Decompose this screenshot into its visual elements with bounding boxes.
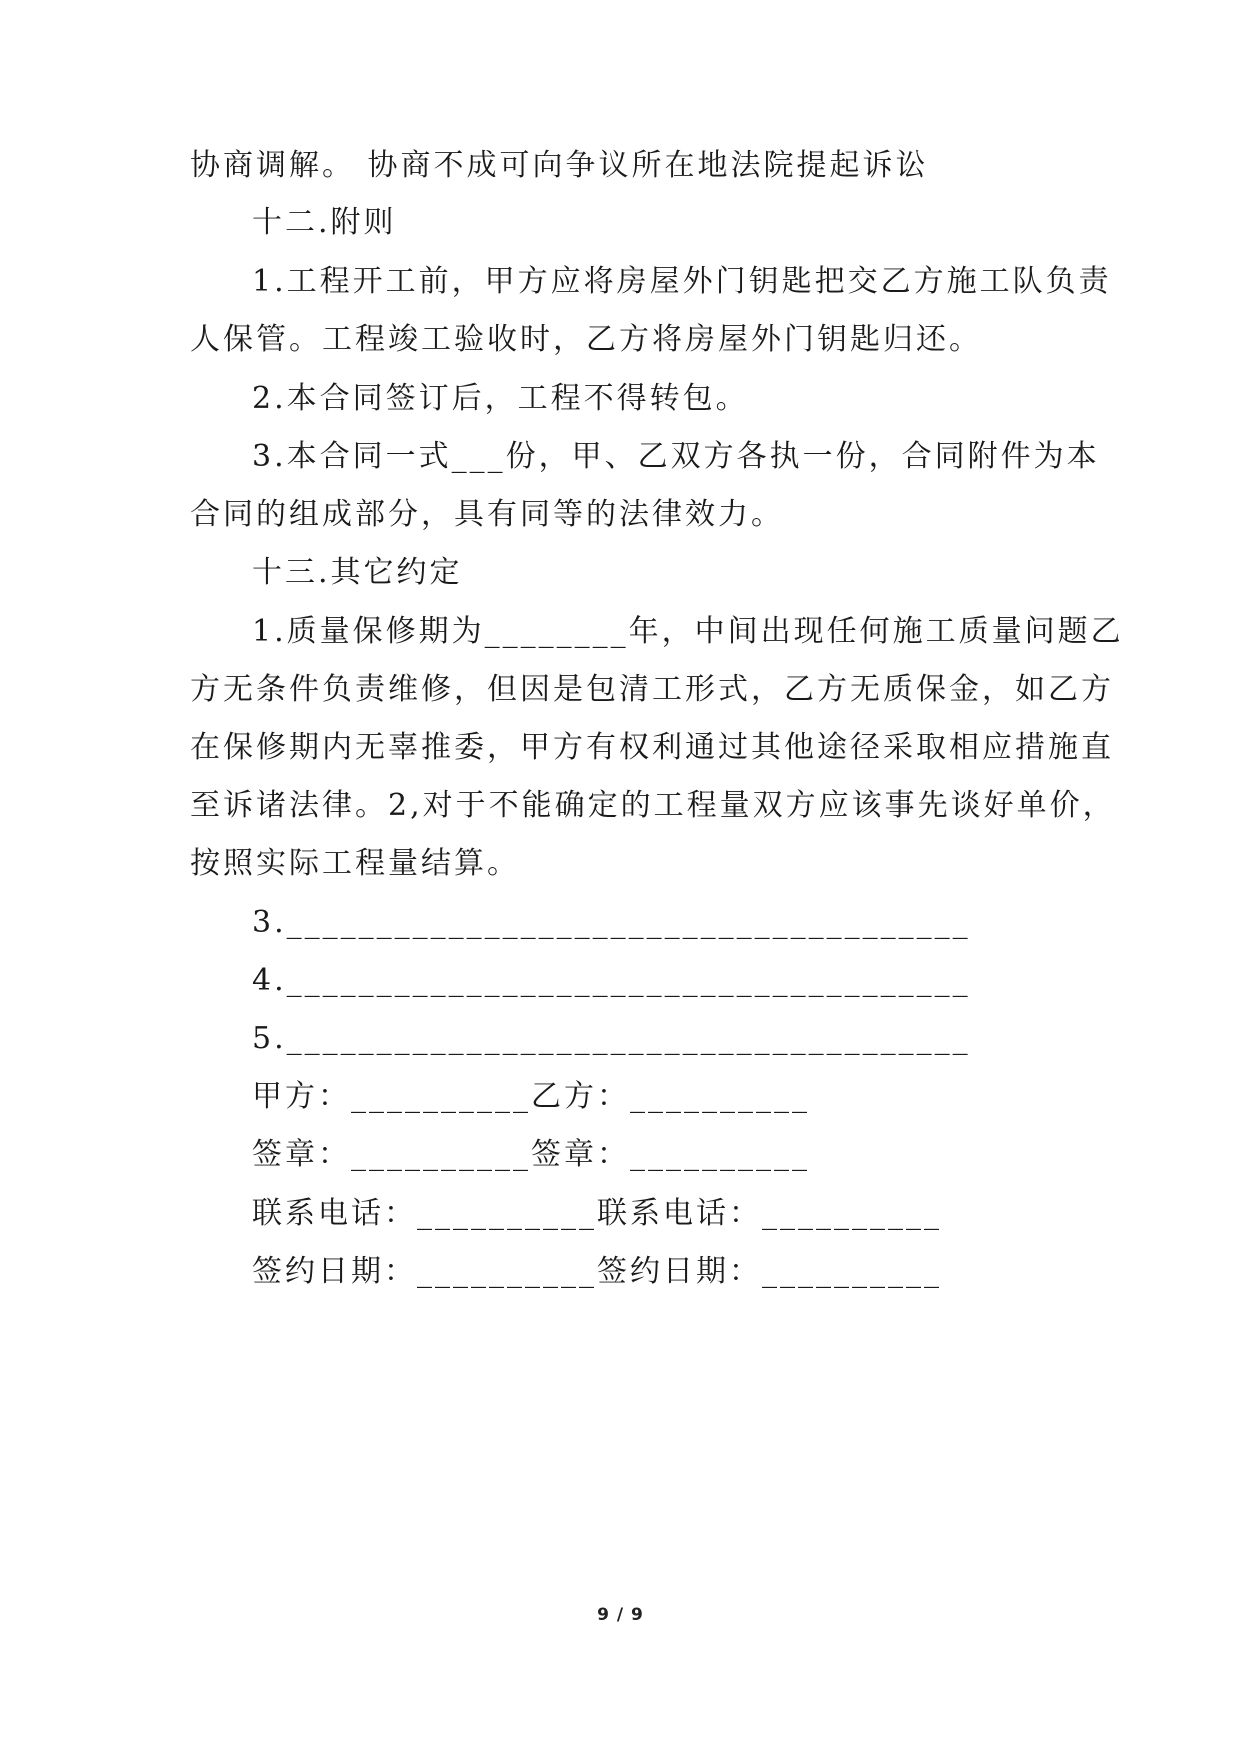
text-line-5: 2.本合同签订后，工程不得转包。: [252, 381, 749, 416]
text-line-9: 1.质量保修期为________年，中间出现任何施工质量问题乙: [252, 614, 1124, 649]
page-number: 9 / 9: [597, 1605, 644, 1625]
blank-item-4: 4.______________________________________: [252, 963, 971, 998]
text-line-6: 3.本合同一式___份，甲、乙双方各执一份，合同附件为本: [252, 439, 1100, 474]
section-heading-13: 十三.其它约定: [252, 555, 463, 590]
text-line-7: 合同的组成部分，具有同等的法律效力。: [190, 497, 784, 532]
section-heading-12: 十二.附则: [252, 205, 397, 240]
text-line-3: 1.工程开工前，甲方应将房屋外门钥匙把交乙方施工队负责: [252, 264, 1112, 299]
blank-item-3: 3.______________________________________: [252, 905, 971, 940]
signature-seal-line: 签章：__________签章：__________: [252, 1137, 810, 1172]
text-line-12: 至诉诸法律。2,对于不能确定的工程量双方应该事先谈好单价，: [190, 788, 1116, 823]
blank-item-5: 5.______________________________________: [252, 1021, 971, 1056]
text-line-13: 按照实际工程量结算。: [190, 846, 520, 881]
signature-phone-line: 联系电话：__________联系电话：__________: [252, 1196, 942, 1231]
text-line-1: 协商调解。 协商不成可向争议所在地法院提起诉讼: [190, 148, 929, 183]
signature-party-line: 甲方：__________乙方：__________: [252, 1079, 810, 1114]
text-line-4: 人保管。工程竣工验收时，乙方将房屋外门钥匙归还。: [190, 322, 982, 357]
signature-date-line: 签约日期：__________签约日期：__________: [252, 1254, 942, 1289]
text-line-10: 方无条件负责维修，但因是包清工形式，乙方无质保金，如乙方: [190, 672, 1114, 707]
text-line-11: 在保修期内无辜推委，甲方有权利通过其他途径采取相应措施直: [190, 730, 1114, 765]
